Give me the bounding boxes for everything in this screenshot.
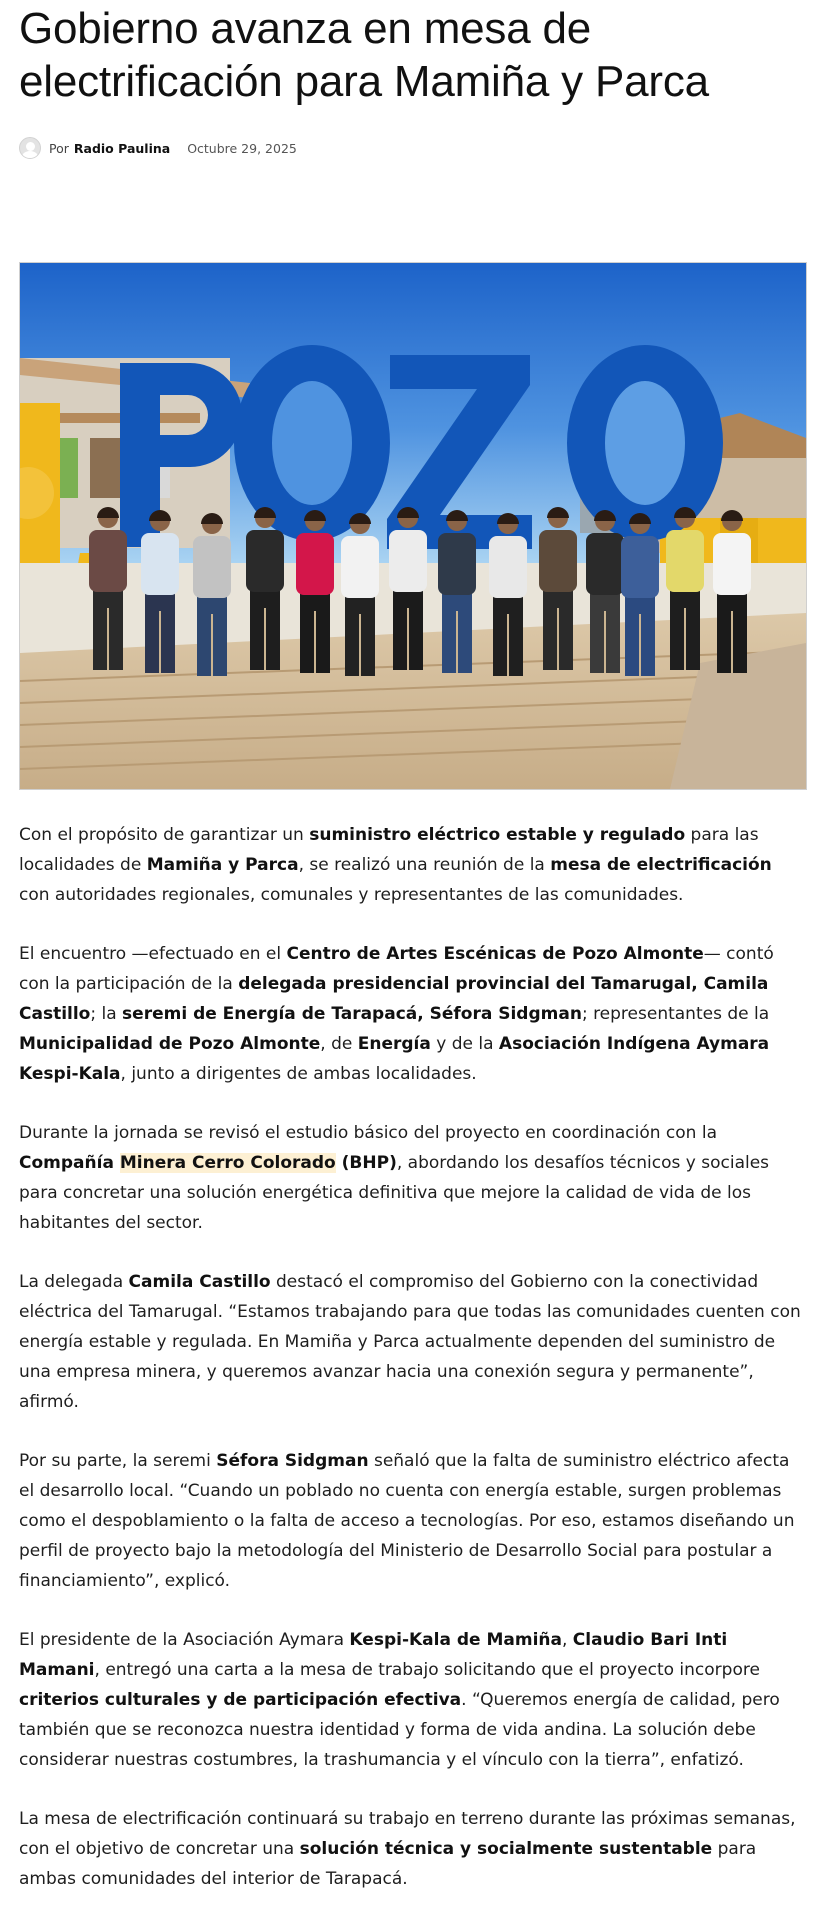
article-page	[19, 0, 807, 1923]
highlighted-term: Minera Cerro Colorado	[119, 1153, 336, 1173]
paragraph-7: La mesa de electrificación continuará su trabajo en terreno durante las próximas semanas, con el objetivo de concretar una solución técnica y socialmente sustentable para ambas comunidades del interior de Tarapacá.	[19, 1809, 796, 1889]
paragraph-1: Con el propósito de garantizar un suministro eléctrico estable y regulado para las localidades de Mamiña y Parca, se realizó una reunión de la mesa de electrificación con autoridades regionales, comunales y representantes de las comunidades.	[19, 825, 772, 905]
author-link[interactable]: Radio Paulina	[73, 140, 171, 156]
article-meta	[19, 136, 807, 160]
paragraph-3: Durante la jornada se revisó el estudio básico del proyecto en coordinación con la Compañía Minera Cerro Colorado (BHP), abordando los desafíos técnicos y sociales para concretar una solución energética definitiva que mejore la calidad de vida de los habitantes del sector.	[19, 1123, 770, 1233]
featured-image	[19, 262, 807, 790]
paragraph-5: Por su parte, la seremi Séfora Sidgman señaló que la falta de suministro eléctrico afecta el desarrollo local. “Cuando un poblado no cuenta con energía estable, surgen problemas como el despoblamiento o la falta de acceso a tecnologías. Por eso, estamos diseñando un perfil de proyecto bajo la metodología del Ministerio de Desarrollo Social para postular a financiamiento”, explicó.	[19, 1451, 795, 1591]
article-body	[19, 820, 807, 1894]
author-avatar-icon[interactable]	[19, 137, 41, 159]
paragraph-4: La delegada Camila Castillo destacó el compromiso del Gobierno con la conectividad eléctrica del Tamarugal. “Estamos trabajando para que todas las comunidades cuenten con energía estable y regulada. En Mamiña y Parca actualmente dependen del suministro de una empresa minera, y queremos avanzar hacia una conexión segura y permanente”, afirmó.	[19, 1272, 801, 1412]
article-title: Gobierno avanza en mesa de electrificación para Mamiña y Parca	[19, 4, 709, 106]
by-label: Por	[49, 140, 69, 156]
publish-date: Octubre 29, 2025	[187, 140, 297, 156]
paragraph-2: El encuentro —efectuado en el Centro de Artes Escénicas de Pozo Almonte— contó con la participación de la delegada presidencial provincial del Tamarugal, Camila Castillo; la seremi de Energía de Tarapacá, Séfora Sidgman; representantes de la Municipalidad de Pozo Almonte, de Energía y de la Asociación Indígena Aymara Kespi-Kala, junto a dirigentes de ambas localidades.	[19, 944, 774, 1084]
paragraph-6: El presidente de la Asociación Aymara Kespi-Kala de Mamiña, Claudio Bari Inti Mamani, entregó una carta a la mesa de trabajo solicitando que el proyecto incorpore criterios culturales y de participación efectiva. “Queremos energía de calidad, pero también que se reconozca nuestra identidad y forma de vida andina. La solución debe considerar nuestras costumbres, la trashumancia y el vínculo con la tierra”, enfatizó.	[19, 1630, 780, 1770]
